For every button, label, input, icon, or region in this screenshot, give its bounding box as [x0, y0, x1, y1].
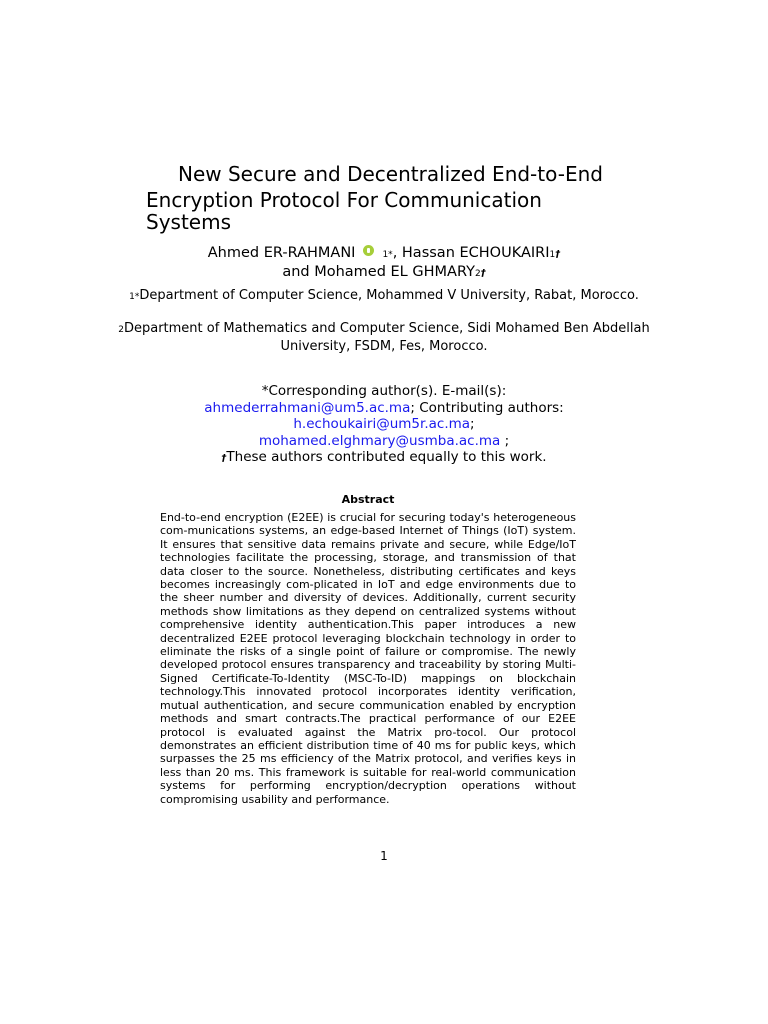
author-2-dagger: †: [555, 249, 561, 260]
author-line-2-prefix: and: [282, 264, 315, 280]
abstract-heading: Abstract: [341, 493, 395, 506]
paper-title-continued: [146, 189, 666, 233]
affiliation-2-mark: 2: [118, 325, 124, 335]
affiliation-1: [100, 288, 668, 306]
author-3-affiliation-mark: 2: [474, 269, 481, 279]
equal-contribution-note: These authors contributed equally to this work.: [226, 449, 547, 465]
correspondence-block: [100, 383, 668, 468]
paper-title-line-1: New Secure and Decentralized End-to-End: [178, 162, 603, 186]
author-name-2: Hassan ECHOUKAIRI: [401, 245, 550, 261]
email-separator: ;: [470, 416, 475, 432]
email-link-1[interactable]: ahmederrahmani@um5.ac.ma: [204, 399, 411, 416]
email-link-2[interactable]: h.echoukairi@um5r.ac.ma: [293, 416, 471, 432]
author-separator: ,: [392, 245, 402, 261]
email-separator-end: ;: [500, 432, 510, 449]
author-1-affiliation-mark: 1*: [382, 250, 393, 260]
paper-title-line-2: Encryption Protocol For Communication: [146, 188, 542, 212]
affiliation-2: [100, 321, 668, 355]
affiliation-1-text: Department of Computer Science, Mohammed V University, Rabat, Morocco.: [139, 288, 639, 303]
paper-title-line-3: Systems: [146, 210, 231, 234]
author-3-dagger: †: [480, 268, 486, 279]
abstract-body: End-to-end encryption (E2EE) is crucial for securing today's heterogeneous com-munications systems, an edge-based Internet of Things (IoT) system. It ensures that sensitive data remains private and secure, while Edge/IoT technologies facilitate the processing, storage, and transmission of that data closer to the source. Nonetheless, distributing certificates and keys becomes increasingly com-plicated in IoT and edge environments due to the sheer number and diversity of devices. Additionally, current security methods show limitations as they depend on centralized systems without comprehensive identity authentication.This paper introduces a new decentralized E2EE protocol leveraging blockchain technology in order to eliminate the risks of a single point of failure or compromise. The newly developed protocol ensures transparency and traceability by storing Multi-Signed Certificate-To-Identity (MSC-To-ID) mappings on blockchain technology.This innovated protocol incorporates identity verification, mutual authentication, and secure communication enabled by encryption methods and smart contracts.The practical performance of our E2EE protocol is evaluated against the Matrix pro-tocol. Our protocol demonstrates an efficient distribution time of 40 ms for public keys, which surpasses the 25 ms efficiency of the Matrix protocol, and verifies keys in less than 20 ms. This framework is suitable for real-world communication systems for performing encryption/decryption operations without compromising usability and performance.: [160, 511, 576, 806]
author-list: [100, 245, 668, 283]
affiliation-2-text: Department of Mathematics and Computer Science, Sidi Mohamed Ben Abdellah University, FSDM, Fes, Morocco.: [123, 321, 650, 354]
email-link-3[interactable]: mohamed.elghmary@usmba.ac.ma: [258, 432, 501, 449]
orcid-icon[interactable]: [363, 245, 374, 256]
page-number: 1: [380, 849, 388, 863]
author-2-affiliation-mark: 1: [549, 250, 556, 260]
equal-contribution-dagger: †: [221, 453, 227, 464]
corresponding-label: *Corresponding author(s). E-mail(s):: [261, 383, 507, 399]
author-name-1: Ahmed ER-RAHMANI: [207, 245, 356, 261]
affiliation-1-mark: 1*: [129, 292, 140, 302]
author-name-3: Mohamed EL GHMARY: [314, 264, 475, 280]
contributing-authors-label: ; Contributing authors:: [410, 399, 564, 416]
